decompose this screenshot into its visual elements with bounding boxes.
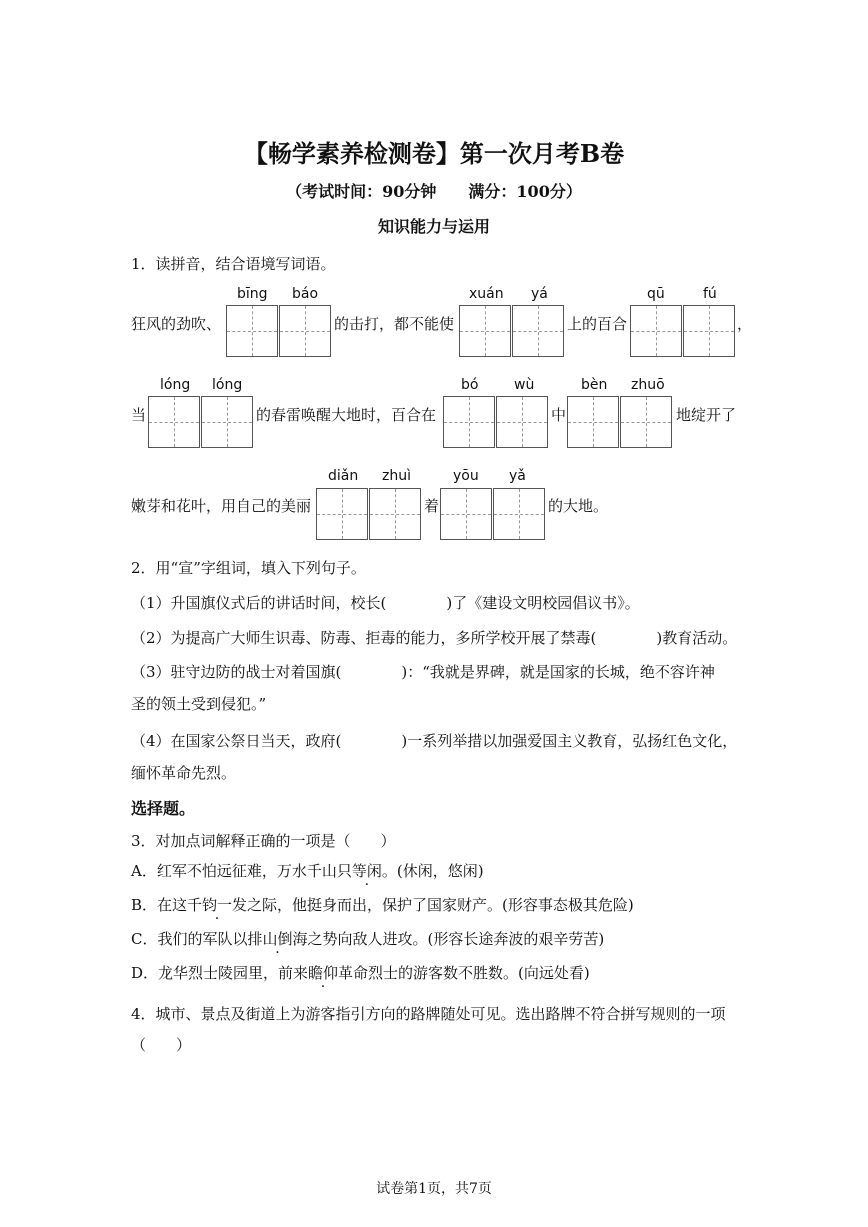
pinyin: wù [514, 377, 535, 393]
writing-box[interactable] [620, 396, 672, 448]
writing-box[interactable] [316, 488, 368, 540]
writing-box[interactable] [226, 305, 278, 357]
option-text: 革命烈士的游客数不胜数。(向远处看) [338, 964, 590, 982]
pinyin: zhuō [631, 377, 665, 393]
option-text: 之际，他挺身而出，保护了国家财产。(形容事态极其危险) [247, 896, 634, 914]
pinyin: zhuì [382, 468, 411, 484]
question-1-stem: 1．读拼音，结合语境写词语。 [131, 255, 336, 273]
option-text: 之势向敌人进攻。(形容长途奔波的艰辛劳苦) [307, 930, 605, 948]
option-text: C．我们的军队以 [131, 930, 248, 948]
writing-box[interactable] [683, 305, 735, 357]
dotted-word: 瞻仰 [308, 964, 339, 982]
dotted-word: 等闲 [351, 862, 382, 880]
option-b[interactable] [131, 894, 634, 915]
option-text: 。(休闲，悠闲) [381, 862, 484, 880]
sentence-text: 当 [131, 406, 147, 424]
answer-parentheses: （ ） [131, 1036, 192, 1054]
sentence-text: 的击打，都不能使 [334, 315, 455, 333]
pinyin: bèn [581, 377, 608, 393]
page-footer: 试卷第1页，共7页 [376, 1181, 492, 1197]
question-3-stem: 3．对加点词解释正确的一项是（ ） [131, 832, 396, 850]
pinyin: báo [292, 286, 319, 302]
writing-box[interactable] [148, 396, 200, 448]
pinyin: fú [703, 286, 717, 302]
writing-box[interactable] [443, 396, 495, 448]
sentence-text: ， [737, 315, 753, 333]
exam-title: 【畅学素养检测卷】第一次月考B卷 [243, 139, 625, 168]
writing-box[interactable] [567, 396, 619, 448]
question-2-item: （2）为提高广大师生识毒、防毒、拒毒的能力，多所学校开展了禁毒( )教育活动。 [131, 629, 738, 647]
pinyin: lóng [212, 377, 243, 393]
writing-box[interactable] [369, 488, 421, 540]
question-4-stem: 4．城市、景点及街道上为游客指引方向的路牌随处可见。选出路牌不符合拼写规则的一项 [131, 1005, 726, 1023]
sentence-text: 嫩芽和花叶，用自己的美丽 [131, 497, 312, 515]
pinyin: yǎ [509, 468, 526, 484]
writing-box[interactable] [512, 305, 564, 357]
question-2-item: （3）驻守边防的战士对着国旗( )：“我就是界碑，就是国家的长城，绝不容许神 [131, 663, 715, 681]
writing-box[interactable] [440, 488, 492, 540]
question-2-item: （1）升国旗仪式后的讲话时间，校长( )了《建设文明校园倡议书》。 [131, 594, 640, 612]
question-2-item: （4）在国家公祭日当天，政府( )一系列举措以加强爱国主义教育，弘扬红色文化， [131, 732, 738, 750]
writing-box[interactable] [201, 396, 253, 448]
section-heading: 知识能力与运用 [377, 217, 490, 236]
pinyin: xuán [469, 286, 504, 302]
writing-box[interactable] [459, 305, 511, 357]
option-c[interactable] [131, 928, 604, 949]
question-2-stem: 2．用“宣”字组词，填入下列句子。 [131, 559, 366, 577]
question-2-item-cont: 圣的领土受到侵犯。” [131, 695, 267, 713]
pinyin: bó [461, 377, 479, 393]
pinyin: bīng [237, 286, 268, 302]
writing-box[interactable] [493, 488, 545, 540]
writing-box[interactable] [630, 305, 682, 357]
option-text: A．红军不怕远征难，万水千山只 [131, 862, 352, 880]
pinyin: diǎn [328, 468, 359, 484]
sentence-text: 中 [551, 406, 567, 424]
sentence-text: 地绽开了 [676, 406, 737, 424]
question-2-item-cont: 缅怀革命先烈。 [131, 764, 237, 782]
option-a[interactable] [131, 860, 484, 881]
pinyin: qū [647, 286, 665, 302]
sentence-text: 的大地。 [548, 497, 609, 515]
choice-heading: 选择题。 [131, 799, 196, 818]
dotted-word: 千钧一发 [187, 896, 248, 914]
option-text: B．在这 [131, 896, 188, 914]
option-d[interactable] [131, 962, 590, 983]
sentence-text: 的春雷唤醒大地时，百合在 [256, 406, 437, 424]
sentence-text: 着 [424, 497, 440, 515]
pinyin: yōu [453, 468, 479, 484]
writing-box[interactable] [496, 396, 548, 448]
sentence-text: 上的百合 [567, 315, 628, 333]
dotted-word: 排山倒海 [247, 930, 308, 948]
writing-box[interactable] [279, 305, 331, 357]
option-text: D．龙华烈士陵园里，前来 [131, 964, 309, 982]
exam-subtitle: （考试时间：90分钟 满分：100分） [286, 182, 582, 201]
pinyin: yá [531, 286, 548, 302]
sentence-text: 狂风的劲吹、 [131, 315, 222, 333]
pinyin: lóng [160, 377, 191, 393]
